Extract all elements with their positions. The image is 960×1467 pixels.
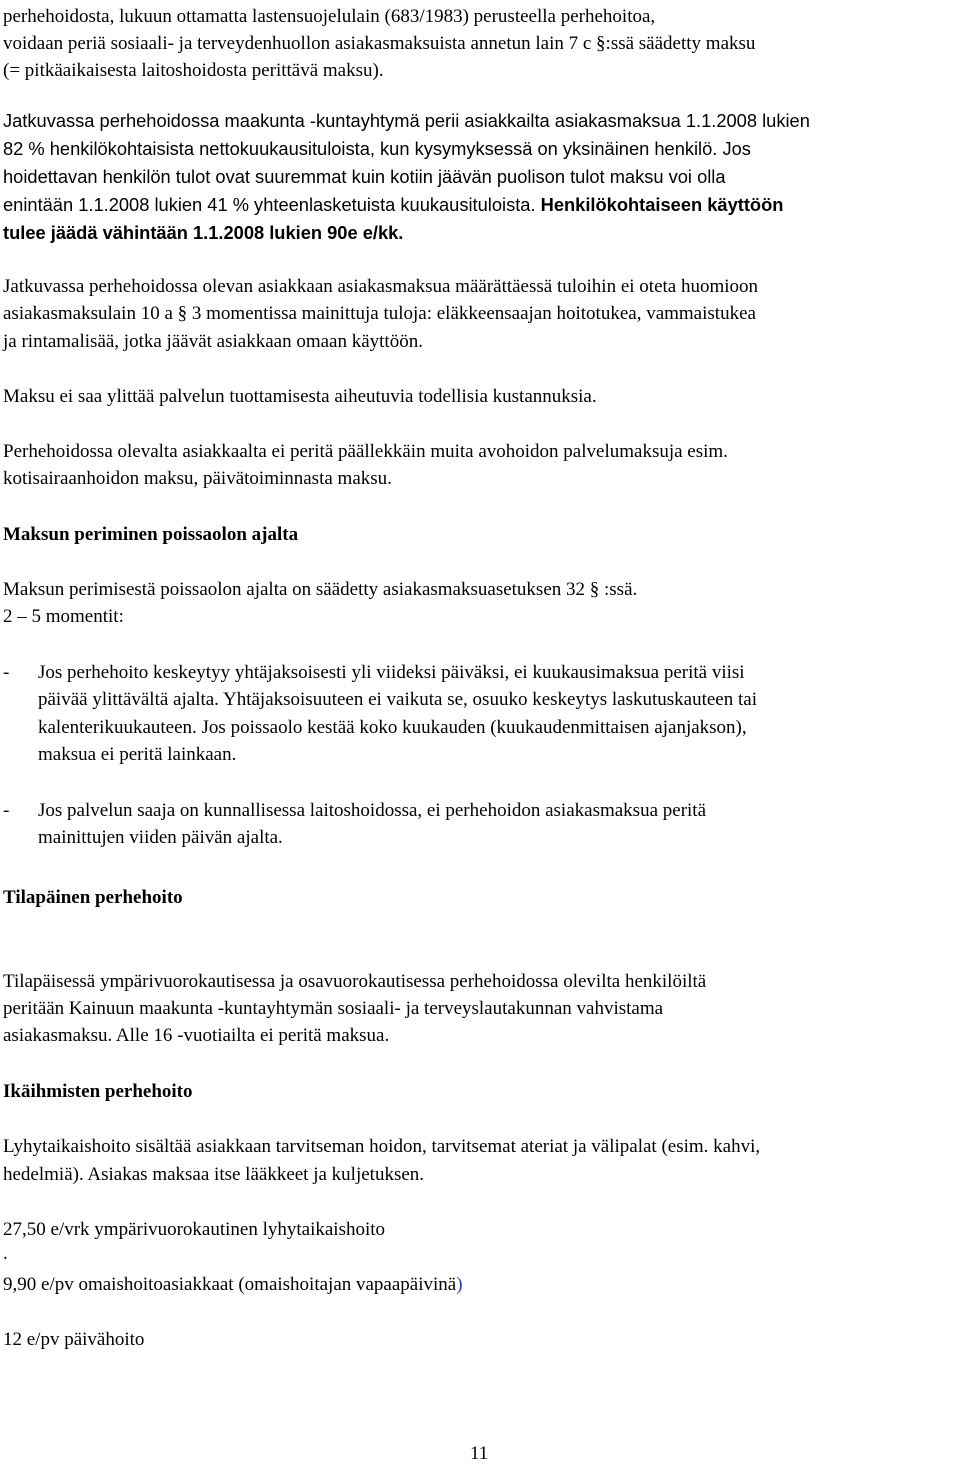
text-line: voidaan periä sosiaali- ja terveydenhuollon asiakasmaksuista annetun lain 7 c §:ssä säädetty maksu: [3, 33, 756, 54]
list-item-line: maksua ei peritä lainkaan.: [38, 744, 237, 765]
text-line: Tilapäisessä ympärivuorokautisessa ja osavuorokautisessa perhehoidossa olevilta henkilöiltä: [3, 971, 707, 992]
section-heading: Tilapäinen perhehoito: [3, 887, 183, 908]
text-line: perhehoidosta, lukuun ottamatta lastensuojelulain (683/1983) perusteella perhehoitoa,: [3, 6, 656, 27]
bold-text-span: Henkilökohtaiseen käyttöön: [540, 194, 784, 215]
text-line: Maksu ei saa ylittää palvelun tuottamisesta aiheutuvia todellisia kustannuksia.: [3, 386, 597, 407]
stray-dot: .: [3, 1243, 8, 1264]
fee-line: [3, 1271, 463, 1298]
section-heading: Ikäihmisten perhehoito: [3, 1081, 193, 1102]
bold-text-line: tulee jäädä vähintään 1.1.2008 lukien 90e e/kk.: [3, 222, 404, 243]
closing-paren: ): [456, 1274, 463, 1295]
text-line: kotisairaanhoidon maksu, päivätoiminnasta maksu.: [3, 468, 392, 489]
text-line: Lyhytaikaishoito sisältää asiakkaan tarvitseman hoidon, tarvitsemat ateriat ja välipalat (esim. kahvi,: [3, 1136, 761, 1157]
list-item-line: kalenterikuukauteen. Jos poissaolo kestää koko kuukauden (kuukaudenmittaisen ajanjakson),: [38, 717, 747, 738]
section-heading: Maksun periminen poissaolon ajalta: [3, 524, 299, 545]
text-line: Maksun perimisestä poissaolon ajalta on säädetty asiakasmaksuasetuksen 32 § :ssä.: [3, 579, 638, 600]
text-span: 9,90 e/pv omaishoitoasiakkaat (omaishoitajan vapaapäivinä: [3, 1274, 457, 1295]
text-line: hedelmiä). Asiakas maksaa itse lääkkeet ja kuljetuksen.: [3, 1164, 425, 1185]
list-item-line: mainittujen viiden päivän ajalta.: [38, 827, 283, 848]
text-line: Jatkuvassa perhehoidossa olevan asiakkaan asiakasmaksua määrättäessä tuloihin ei oteta huomioon: [3, 276, 759, 297]
list-item-line: Jos palvelun saaja on kunnallisessa laitoshoidossa, ei perhehoidon asiakasmaksua peritä: [38, 800, 707, 821]
text-line: [3, 191, 783, 218]
text-line: hoidettavan henkilön tulot ovat suuremmat kuin kotiin jäävän puolison tulot maksu voi olla: [3, 166, 726, 187]
text-line: Jatkuvassa perhehoidossa maakunta -kuntayhtymä perii asiakkailta asiakasmaksua 1.1.2008 lukien: [3, 110, 810, 131]
text-line: 82 % henkilökohtaisista nettokuukausituloista, kun kysymyksessä on yksinäinen henkilö. Jos: [3, 138, 751, 159]
text-line: peritään Kainuun maakunta -kuntayhtymän sosiaali- ja terveyslautakunnan vahvistama: [3, 998, 664, 1019]
text-line: Perhehoidossa olevalta asiakkaalta ei peritä päällekkäin muita avohoidon palvelumaksuja esim.: [3, 441, 728, 462]
fee-line: 12 e/pv päivähoito: [3, 1329, 145, 1350]
fee-line: 27,50 e/vrk ympärivuorokautinen lyhytaikaishoito: [3, 1219, 386, 1240]
text-line: asiakasmaksulain 10 a § 3 momentissa mainittuja tuloja: eläkkeensaajan hoitotukea, vammaistukea: [3, 303, 756, 324]
text-line: ja rintamalisää, jotka jäävät asiakkaan omaan käyttöön.: [3, 331, 423, 352]
text-line: (= pitkäaikaisesta laitoshoidosta perittävä maksu).: [3, 60, 384, 81]
text-span: enintään 1.1.2008 lukien 41 % yhteenlasketuista kuukausituloista.: [3, 194, 541, 215]
list-bullet: -: [3, 800, 10, 821]
text-line: asiakasmaksu. Alle 16 -vuotiailta ei peritä maksua.: [3, 1025, 390, 1046]
list-item-line: Jos perhehoito keskeytyy yhtäjaksoisesti yli viideksi päiväksi, ei kuukausimaksua peritä viisi: [38, 662, 745, 683]
page-number: 11: [470, 1443, 489, 1464]
list-item-line: päivää ylittävältä ajalta. Yhtäjaksoisuuteen ei vaikuta se, osuuko keskeytys laskutuskauteen tai: [38, 689, 757, 710]
text-line: 2 – 5 momentit:: [3, 606, 124, 627]
list-bullet: -: [3, 662, 10, 683]
